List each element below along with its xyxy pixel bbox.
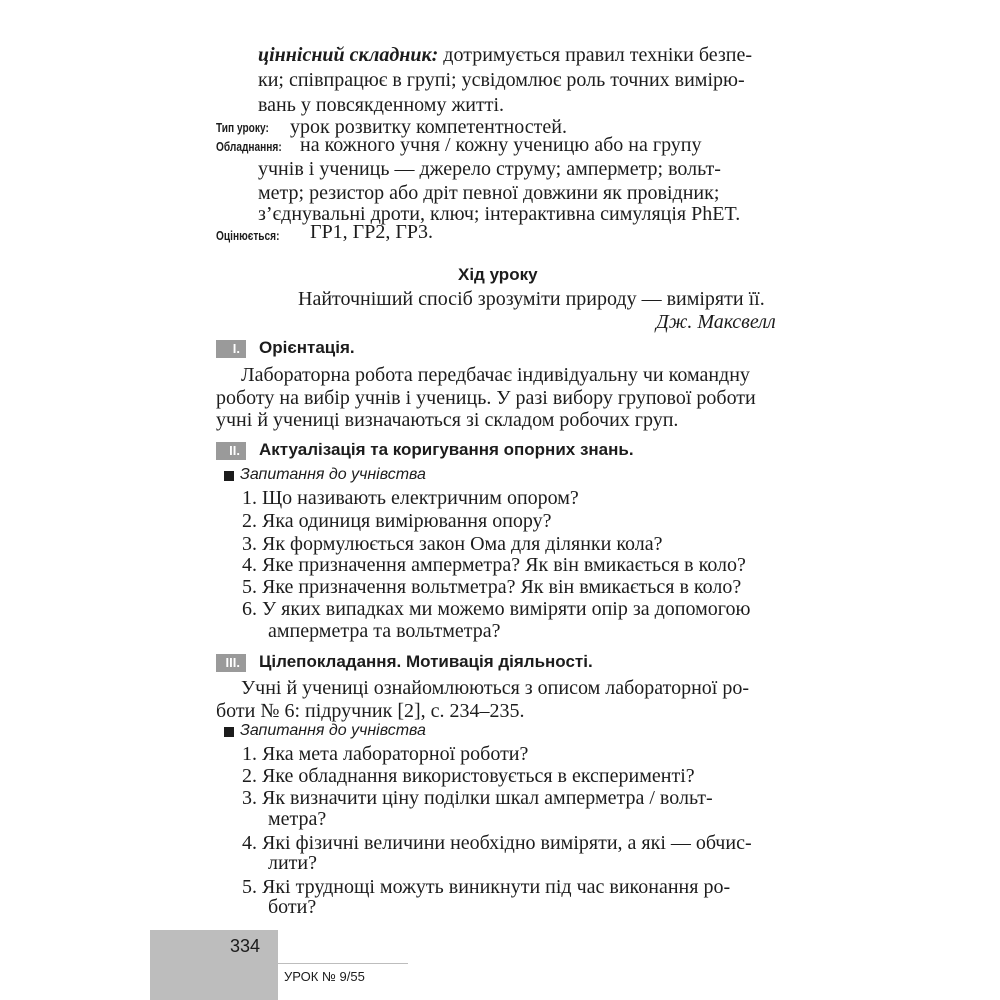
value-component-line2: ки; співпрацює в групі; усвідомлює роль точних вимірю- [258,69,745,91]
section-number-tab: II. [216,442,246,460]
equipment-label: Обладнання: [216,139,282,154]
lesson-type-label: Тип уроку: [216,120,269,135]
section-title: Орієнтація. [259,338,355,357]
question-item: 4. Яке призначення амперметра? Як він вмикається в коло? [242,554,746,576]
section-paragraph-line: боти № 6: підручник [2], с. 234–235. [216,700,525,722]
section-title: Актуалізація та коригування опорних знань. [259,440,634,459]
question-item: 4. Які фізичні величини необхідно виміряти, а які — обчис- [242,832,752,854]
question-item: 5. Яке призначення вольтметра? Як він вмикається в коло? [242,576,742,598]
value-component-line1: ціннісний складник: дотримується правил техніки безпе- [258,44,752,66]
section-paragraph-line: роботу на вибір учнів і учениць. У разі вибору групової роботи [216,387,756,409]
questions-heading: Запитання до учнівства [240,722,426,739]
question-item: 1. Що називають електричним опором? [242,487,579,509]
section-title: Цілепокладання. Мотивація діяльності. [259,652,593,671]
epigraph-author: Дж. Максвелл [656,311,776,333]
lesson-type-text: урок розвитку компетентностей. [290,116,567,138]
lesson-number: УРОК № 9/55 [284,969,365,984]
section-number-tab: I. [216,340,246,358]
section-paragraph-line: Учні й учениці ознайомлюються з описом лабораторної ро- [241,677,750,699]
value-component-label: ціннісний складник: [258,44,439,66]
question-item-continuation: амперметра та вольтметра? [268,620,501,642]
question-item-continuation: лити? [268,852,318,874]
question-item: 6. У яких випадках ми можемо виміряти опір за допомогою [242,598,751,620]
equipment-line3: метр; резистор або дріт певної довжини як провідник; [258,182,720,204]
question-item-continuation: боти? [268,896,317,918]
question-item: 3. Як визначити ціну поділки шкал амперметра / вольт- [242,787,713,809]
section-paragraph-line: учні й учениці визначаються зі складом робочих груп. [216,409,679,431]
epigraph-quote: Найточніший спосіб зрозуміти природу — виміряти її. [298,288,765,310]
question-item: 2. Яке обладнання використовується в експерименті? [242,765,695,787]
equipment-line2: учнів і учениць — джерело струму; амперметр; вольт- [258,158,721,180]
section-paragraph-line: Лабораторна робота передбачає індивідуальну чи командну [241,364,750,386]
question-item: 5. Які труднощі можуть виникнути під час виконання ро- [242,876,731,898]
assessed-text: ГР1, ГР2, ГР3. [310,221,434,243]
lesson-course-title: Хід уроку [458,265,538,284]
questions-heading: Запитання до учнівства [240,466,426,483]
equipment-line4: з’єднувальні дроти, ключ; інтерактивна симуляція PhET. [258,203,741,225]
footer-divider [278,963,408,964]
assessed-label: Оцінюється: [216,228,280,243]
bullet-icon [224,727,234,737]
question-item: 1. Яка мета лабораторної роботи? [242,743,529,765]
page-number: 334 [230,936,261,956]
question-item: 3. Як формулюється закон Ома для ділянки кола? [242,533,663,555]
question-item-continuation: метра? [268,808,327,830]
bullet-icon [224,471,234,481]
question-item: 2. Яка одиниця вимірювання опору? [242,510,552,532]
equipment-line1: на кожного учня / кожну ученицю або на групу [300,134,702,156]
section-number-tab: III. [216,654,246,672]
value-component-line3: вань у повсякденному житті. [258,94,504,116]
